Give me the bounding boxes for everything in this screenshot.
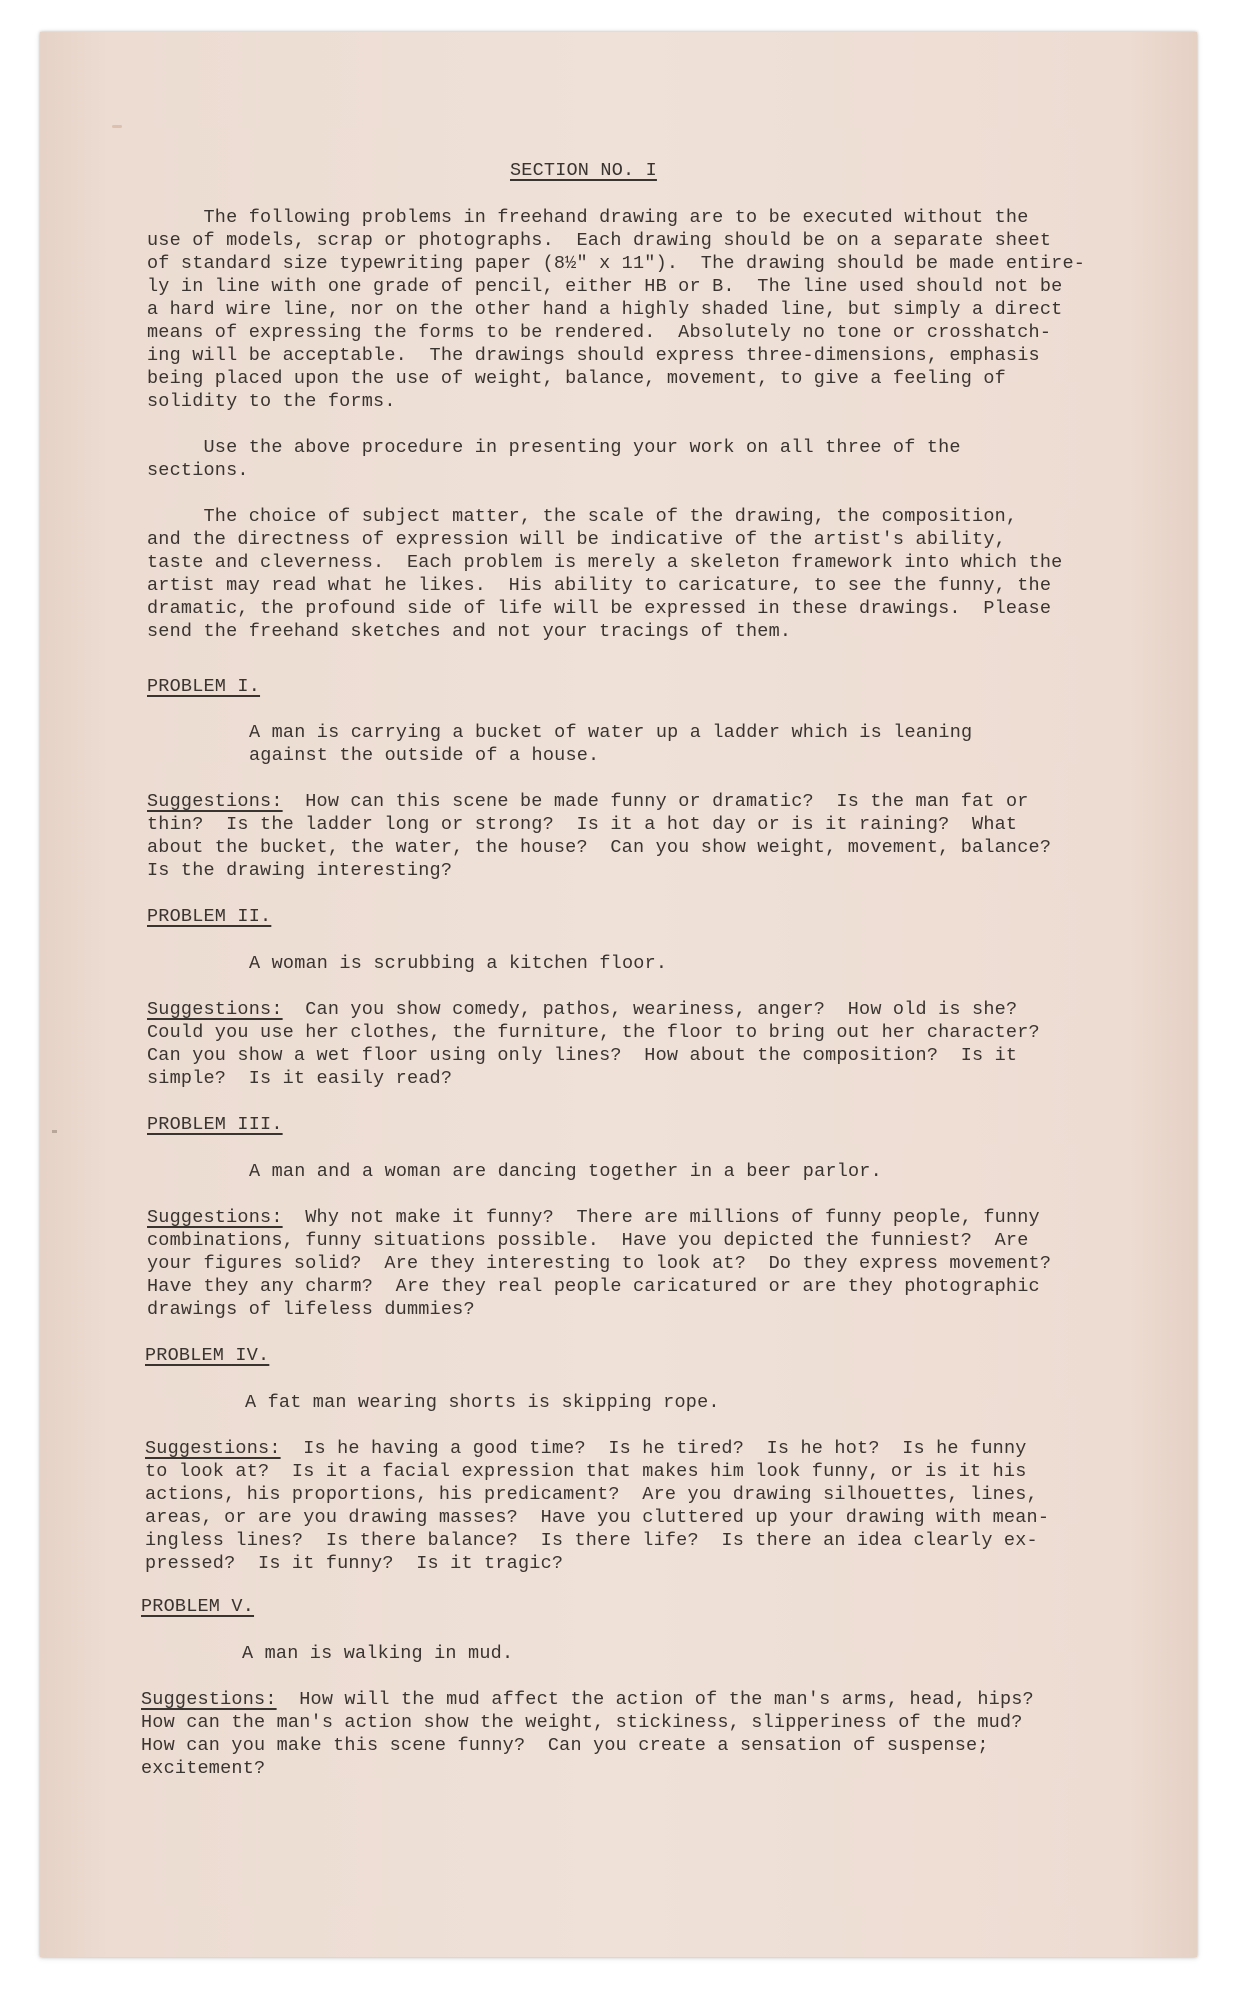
choice-line: taste and cleverness. Each problem is merely a skeleton framework into which the	[147, 552, 1063, 573]
suggestions-first-line	[147, 999, 1017, 1021]
suggestions-first-line	[147, 1207, 1040, 1229]
choice-line: dramatic, the profound side of life will be expressed in these drawings. Please	[147, 598, 1052, 619]
paper-blemish	[112, 125, 122, 128]
suggestions-line: about the bucket, the water, the house? Can you show weight, movement, balance?	[147, 837, 1052, 858]
intro-line: means of expressing the forms to be rendered. Absolutely no tone or crosshatch-	[147, 322, 1052, 343]
intro-line: ly in line with one grade of pencil, either HB or B. The line used should not be	[147, 276, 1063, 297]
procedure-line: Use the above procedure in presenting your work on all three of the	[147, 437, 961, 458]
suggestions-line: ingless lines? Is there balance? Is there life? Is there an idea clearly ex-	[145, 1530, 1038, 1551]
problem-statement: A man is walking in mud.	[242, 1643, 514, 1664]
problem-statement: against the outside of a house.	[249, 745, 600, 766]
suggestions-line: combinations, funny situations possible. Have you depicted the funniest? Are	[147, 1230, 1029, 1251]
problem-heading: PROBLEM II.	[147, 906, 272, 927]
problem-heading: PROBLEM V.	[141, 1596, 255, 1617]
suggestions-label: Suggestions:	[147, 1207, 283, 1228]
intro-line: The following problems in freehand drawing are to be executed without the	[147, 207, 1029, 228]
suggestions-text: Why not make it funny? There are millions of funny people, funny	[282, 1207, 1040, 1228]
section-title: SECTION NO. I	[510, 160, 657, 181]
problem-statement: A man is carrying a bucket of water up a ladder which is leaning	[249, 722, 973, 743]
intro-line: ing will be acceptable. The drawings should express three-dimensions, emphasis	[147, 345, 1040, 366]
suggestions-line: Is the drawing interesting?	[147, 860, 453, 881]
suggestions-line: pressed? Is it funny? Is it tragic?	[145, 1553, 564, 1574]
suggestions-line: How can you make this scene funny? Can you create a sensation of suspense;	[141, 1735, 989, 1756]
problem-heading: PROBLEM IV.	[145, 1345, 270, 1366]
problem-heading: PROBLEM I.	[147, 676, 261, 697]
choice-line: and the directness of expression will be indicative of the artist's ability,	[147, 529, 1006, 550]
suggestions-label: Suggestions:	[147, 999, 283, 1020]
suggestions-line: your figures solid? Are they interesting to look at? Do they express movement?	[147, 1253, 1052, 1274]
suggestions-text: Is he having a good time? Is he tired? Is he hot? Is he funny	[280, 1438, 1027, 1459]
intro-line: solidity to the forms.	[147, 391, 396, 412]
suggestions-line: drawings of lifeless dummies?	[147, 1299, 475, 1320]
problem-heading: PROBLEM III.	[147, 1114, 283, 1135]
intro-line: a hard wire line, nor on the other hand a highly shaded line, but simply a direct	[147, 299, 1063, 320]
intro-line: being placed upon the use of weight, balance, movement, to give a feeling of	[147, 368, 1006, 389]
suggestions-text: How can this scene be made funny or dramatic? Is the man fat or	[282, 791, 1029, 812]
intro-line: of standard size typewriting paper (8½" x 11"). The drawing should be made entire-	[147, 253, 1086, 274]
suggestions-line: excitement?	[141, 1758, 266, 1779]
suggestions-line: How can the man's action show the weight, stickiness, slipperiness of the mud?	[141, 1712, 1023, 1733]
paper-speck	[52, 1130, 57, 1133]
suggestions-first-line	[145, 1438, 1027, 1460]
suggestions-line: thin? Is the ladder long or strong? Is it a hot day or is it raining? What	[147, 814, 1018, 835]
choice-line: artist may read what he likes. His ability to caricature, to see the funny, the	[147, 575, 1052, 596]
problem-statement: A fat man wearing shorts is skipping rope.	[245, 1392, 720, 1413]
problem-statement: A man and a woman are dancing together in a beer parlor.	[249, 1161, 882, 1182]
suggestions-line: areas, or are you drawing masses? Have you cluttered up your drawing with mean-	[145, 1507, 1050, 1528]
intro-line: use of models, scrap or photographs. Each drawing should be on a separate sheet	[147, 230, 1052, 251]
choice-line: The choice of subject matter, the scale of the drawing, the composition,	[147, 506, 1018, 527]
suggestions-label: Suggestions:	[147, 791, 283, 812]
suggestions-first-line	[141, 1689, 1034, 1711]
suggestions-first-line	[147, 791, 1029, 813]
suggestions-line: Can you show a wet floor using only lines? How about the composition? Is it	[147, 1045, 1018, 1066]
suggestions-line: to look at? Is it a facial expression that makes him look funny, or is it his	[145, 1461, 1027, 1482]
choice-line: send the freehand sketches and not your tracings of them.	[147, 621, 792, 642]
suggestions-text: How will the mud affect the action of the man's arms, head, hips?	[276, 1689, 1034, 1710]
suggestions-label: Suggestions:	[141, 1689, 277, 1710]
suggestions-line: Could you use her clothes, the furniture, the floor to bring out her character?	[147, 1022, 1040, 1043]
suggestions-line: actions, his proportions, his predicament? Are you drawing silhouettes, lines,	[145, 1484, 1038, 1505]
problem-statement: A woman is scrubbing a kitchen floor.	[249, 953, 668, 974]
procedure-line: sections.	[147, 460, 249, 481]
suggestions-text: Can you show comedy, pathos, weariness, anger? How old is she?	[282, 999, 1018, 1020]
suggestions-line: simple? Is it easily read?	[147, 1068, 453, 1089]
suggestions-line: Have they any charm? Are they real people caricatured or are they photographic	[147, 1276, 1040, 1297]
suggestions-label: Suggestions:	[145, 1438, 281, 1459]
